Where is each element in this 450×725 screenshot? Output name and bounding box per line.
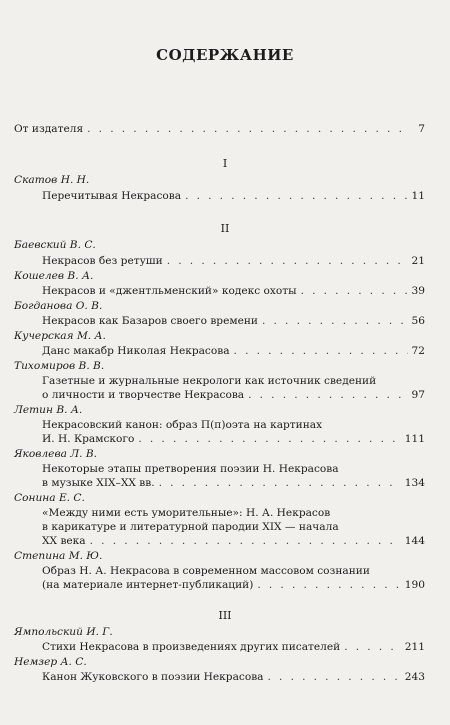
leader-dots xyxy=(248,389,407,402)
leader-dots xyxy=(268,671,401,684)
page-number: 243 xyxy=(404,671,425,683)
page-number: 21 xyxy=(411,255,425,267)
leader-dots xyxy=(344,641,401,654)
section-heading-2: II xyxy=(220,222,230,235)
entry-title-line: Газетные и журнальные некрологи как источник сведений xyxy=(42,375,377,387)
page-number: 144 xyxy=(404,535,425,547)
toc-entry xyxy=(42,315,425,328)
page-number: 72 xyxy=(411,345,425,357)
entry-author: Немзер А. С. xyxy=(14,656,87,668)
leader-dots xyxy=(257,579,400,592)
page-number: 11 xyxy=(411,190,425,202)
entry-author: Ямпольский И. Г. xyxy=(14,626,113,638)
entry-title: Некрасов как Базаров своего времени xyxy=(42,315,258,327)
entry-author: Степина М. Ю. xyxy=(14,550,103,562)
entry-title: (на материале интернет-публикаций) xyxy=(42,579,254,591)
entry-author: Кошелев В. А. xyxy=(14,270,94,282)
page-number: 56 xyxy=(411,315,425,327)
entry-title: И. Н. Крамского xyxy=(42,433,135,445)
entry-title: XX века xyxy=(42,535,86,547)
entry-title: Канон Жуковского в поэзии Некрасова xyxy=(42,671,264,683)
toc-entry xyxy=(42,579,425,592)
page-number: 97 xyxy=(411,389,425,401)
entry-title: Стихи Некрасова в произведениях других писателей xyxy=(42,641,341,653)
page-number: 134 xyxy=(404,477,425,489)
entry-title-line: в карикатуре и литературной пародии XIX — начала xyxy=(42,521,339,533)
entry-title: От издателя xyxy=(14,123,84,135)
toc-entry xyxy=(42,255,425,268)
entry-title: Перечитывая Некрасова xyxy=(42,190,182,202)
toc-entry xyxy=(42,535,425,548)
page-number: 211 xyxy=(404,641,425,653)
section-heading-1: I xyxy=(222,157,228,170)
entry-title: Данс макабр Николая Некрасова xyxy=(42,345,230,357)
leader-dots xyxy=(234,345,408,358)
toc-entry xyxy=(42,433,425,446)
toc-entry xyxy=(42,671,425,684)
entry-title: о личности и творчестве Некрасова xyxy=(42,389,245,401)
entry-author: Скатов Н. Н. xyxy=(14,174,90,186)
entry-author: Тихомиров В. В. xyxy=(14,360,105,372)
leader-dots xyxy=(90,535,401,548)
entry-title: в музыке XIX–XX вв. xyxy=(42,477,155,489)
page-number: 39 xyxy=(411,285,425,297)
leader-dots xyxy=(167,255,408,268)
entry-title: Некрасов без ретуши xyxy=(42,255,163,267)
leader-dots xyxy=(262,315,408,328)
entry-author: Кучерская М. А. xyxy=(14,330,106,342)
entry-author: Богданова О. В. xyxy=(14,300,103,312)
page-number: 190 xyxy=(404,579,425,591)
toc-entry xyxy=(42,477,425,490)
entry-title-line: «Между ними есть уморительные»: Н. А. Некрасов xyxy=(42,507,331,519)
entry-author: Летин В. А. xyxy=(14,404,83,416)
entry-title-line: Образ Н. А. Некрасова в современном массовом сознании xyxy=(42,565,370,577)
page-number: 7 xyxy=(418,123,425,135)
toc-entry xyxy=(42,345,425,358)
leader-dots xyxy=(87,123,409,136)
toc-entry-intro xyxy=(14,123,425,136)
leader-dots xyxy=(159,477,401,490)
leader-dots xyxy=(138,433,400,446)
entry-title-line: Некоторые этапы претворения поэзии Н. Некрасова xyxy=(42,463,339,475)
entry-author: Баевский В. С. xyxy=(14,239,96,251)
entry-title-line: Некрасовский канон: образ П(п)оэта на картинах xyxy=(42,419,323,431)
page-number: 111 xyxy=(404,433,425,445)
toc-entry xyxy=(42,190,425,203)
toc-entry xyxy=(42,641,425,654)
leader-dots xyxy=(185,190,407,203)
section-heading-3: III xyxy=(218,609,232,622)
page-title: СОДЕРЖАНИЕ xyxy=(156,46,294,64)
toc-entry xyxy=(42,285,425,298)
leader-dots xyxy=(301,285,408,298)
toc-entry xyxy=(42,389,425,402)
entry-title: Некрасов и «джентльменский» кодекс охоты xyxy=(42,285,297,297)
entry-author: Яковлева Л. В. xyxy=(14,448,98,460)
entry-author: Сонина Е. С. xyxy=(14,492,85,504)
